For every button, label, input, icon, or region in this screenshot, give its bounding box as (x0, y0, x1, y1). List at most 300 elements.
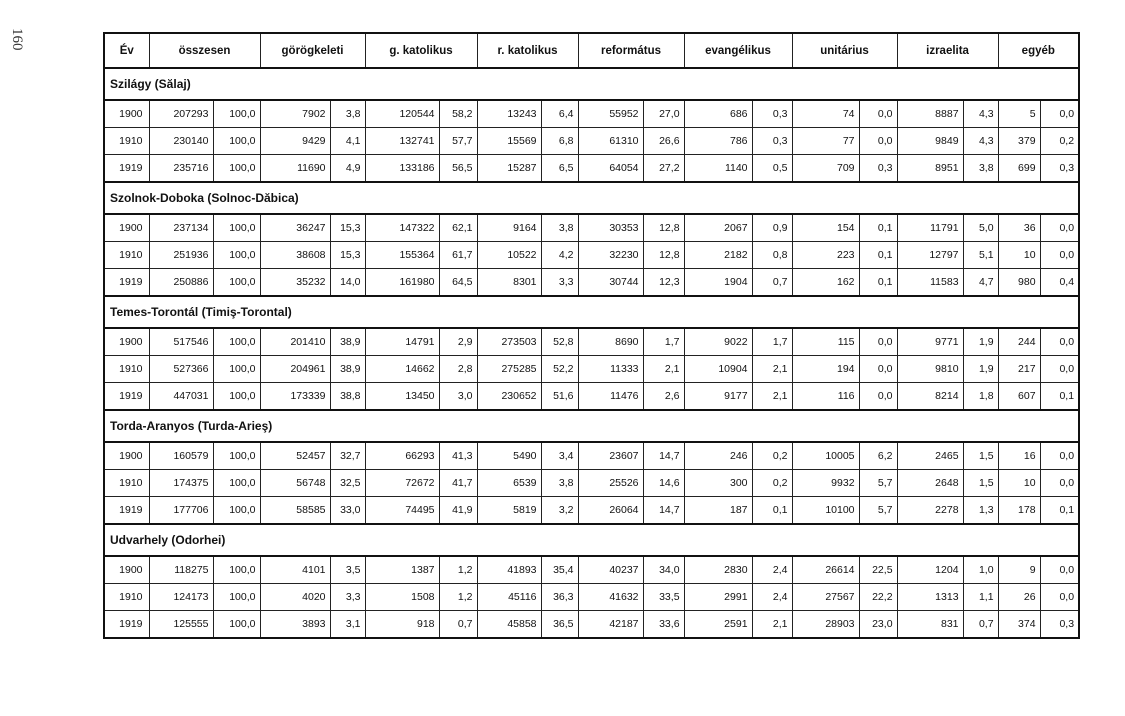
count-cell: 9177 (684, 383, 752, 411)
percent-cell: 0,3 (752, 100, 792, 128)
count-cell: 300 (684, 470, 752, 497)
count-cell: 12797 (897, 242, 963, 269)
percent-cell: 0,0 (859, 356, 897, 383)
region-name: Temes-Torontál (Timiş-Torontal) (104, 296, 1079, 328)
count-cell: 115 (792, 328, 859, 356)
year-cell: 1919 (104, 155, 149, 183)
count-cell: 14791 (365, 328, 439, 356)
percent-cell: 3,0 (439, 383, 477, 411)
table-header (104, 33, 1079, 68)
percent-cell: 22,2 (859, 584, 897, 611)
count-cell: 2465 (897, 442, 963, 470)
table-row (104, 100, 1079, 128)
count-cell: 147322 (365, 214, 439, 242)
count-cell: 207293 (149, 100, 213, 128)
percent-cell: 0,0 (1040, 214, 1079, 242)
count-cell: 72672 (365, 470, 439, 497)
percent-cell: 3,3 (541, 269, 578, 297)
table-row (104, 470, 1079, 497)
percent-cell: 0,1 (859, 269, 897, 297)
header-jewish: izraelita (897, 33, 998, 68)
count-cell: 251936 (149, 242, 213, 269)
table-row (104, 497, 1079, 525)
count-cell: 25526 (578, 470, 643, 497)
percent-cell: 27,2 (643, 155, 684, 183)
table-body (104, 68, 1079, 638)
percent-cell: 3,1 (330, 611, 365, 639)
percent-cell: 14,7 (643, 442, 684, 470)
percent-cell: 1,2 (439, 556, 477, 584)
percent-cell: 100,0 (213, 497, 260, 525)
table-row (104, 328, 1079, 356)
percent-cell: 1,3 (963, 497, 998, 525)
percent-cell: 4,3 (963, 100, 998, 128)
count-cell: 77 (792, 128, 859, 155)
count-cell: 155364 (365, 242, 439, 269)
count-cell: 26 (998, 584, 1040, 611)
percent-cell: 3,8 (963, 155, 998, 183)
percent-cell: 1,9 (963, 328, 998, 356)
percent-cell: 38,8 (330, 383, 365, 411)
count-cell: 41893 (477, 556, 541, 584)
count-cell: 23607 (578, 442, 643, 470)
count-cell: 709 (792, 155, 859, 183)
count-cell: 11583 (897, 269, 963, 297)
header-other: egyéb (998, 33, 1079, 68)
count-cell: 2182 (684, 242, 752, 269)
count-cell: 61310 (578, 128, 643, 155)
percent-cell: 12,3 (643, 269, 684, 297)
header-unitarian: unitárius (792, 33, 897, 68)
count-cell: 1387 (365, 556, 439, 584)
year-cell: 1900 (104, 328, 149, 356)
percent-cell: 1,7 (752, 328, 792, 356)
year-cell: 1919 (104, 269, 149, 297)
percent-cell: 3,8 (541, 214, 578, 242)
year-cell: 1910 (104, 470, 149, 497)
count-cell: 379 (998, 128, 1040, 155)
count-cell: 178 (998, 497, 1040, 525)
percent-cell: 2,1 (752, 383, 792, 411)
count-cell: 1140 (684, 155, 752, 183)
count-cell: 517546 (149, 328, 213, 356)
count-cell: 10522 (477, 242, 541, 269)
percent-cell: 6,5 (541, 155, 578, 183)
percent-cell: 0,0 (1040, 100, 1079, 128)
percent-cell: 1,1 (963, 584, 998, 611)
count-cell: 160579 (149, 442, 213, 470)
percent-cell: 5,7 (859, 470, 897, 497)
percent-cell: 2,9 (439, 328, 477, 356)
percent-cell: 0,0 (1040, 584, 1079, 611)
count-cell: 223 (792, 242, 859, 269)
percent-cell: 1,2 (439, 584, 477, 611)
table-row (104, 242, 1079, 269)
count-cell: 45858 (477, 611, 541, 639)
table-row (104, 584, 1079, 611)
count-cell: 35232 (260, 269, 330, 297)
percent-cell: 5,7 (859, 497, 897, 525)
count-cell: 55952 (578, 100, 643, 128)
year-cell: 1910 (104, 128, 149, 155)
count-cell: 9 (998, 556, 1040, 584)
percent-cell: 0,0 (859, 128, 897, 155)
percent-cell: 1,5 (963, 470, 998, 497)
percent-cell: 26,6 (643, 128, 684, 155)
count-cell: 374 (998, 611, 1040, 639)
count-cell: 2278 (897, 497, 963, 525)
count-cell: 42187 (578, 611, 643, 639)
percent-cell: 100,0 (213, 155, 260, 183)
header-total: összesen (149, 33, 260, 68)
year-cell: 1919 (104, 611, 149, 639)
percent-cell: 0,7 (963, 611, 998, 639)
count-cell: 230140 (149, 128, 213, 155)
percent-cell: 27,0 (643, 100, 684, 128)
count-cell: 527366 (149, 356, 213, 383)
count-cell: 38608 (260, 242, 330, 269)
count-cell: 41632 (578, 584, 643, 611)
percent-cell: 0,3 (1040, 611, 1079, 639)
percent-cell: 0,7 (752, 269, 792, 297)
count-cell: 36247 (260, 214, 330, 242)
count-cell: 28903 (792, 611, 859, 639)
percent-cell: 0,0 (859, 383, 897, 411)
count-cell: 250886 (149, 269, 213, 297)
percent-cell: 0,2 (1040, 128, 1079, 155)
percent-cell: 0,0 (1040, 470, 1079, 497)
count-cell: 162 (792, 269, 859, 297)
percent-cell: 6,4 (541, 100, 578, 128)
percent-cell: 2,4 (752, 584, 792, 611)
page-number: 160 (9, 28, 25, 51)
count-cell: 14662 (365, 356, 439, 383)
percent-cell: 4,7 (963, 269, 998, 297)
percent-cell: 100,0 (213, 128, 260, 155)
percent-cell: 1,0 (963, 556, 998, 584)
table-row (104, 611, 1079, 639)
percent-cell: 58,2 (439, 100, 477, 128)
percent-cell: 5,1 (963, 242, 998, 269)
percent-cell: 3,8 (330, 100, 365, 128)
percent-cell: 0,0 (1040, 328, 1079, 356)
count-cell: 699 (998, 155, 1040, 183)
table-row (104, 128, 1079, 155)
percent-cell: 0,1 (859, 214, 897, 242)
percent-cell: 33,5 (643, 584, 684, 611)
percent-cell: 0,3 (752, 128, 792, 155)
count-cell: 246 (684, 442, 752, 470)
percent-cell: 36,3 (541, 584, 578, 611)
percent-cell: 41,9 (439, 497, 477, 525)
count-cell: 686 (684, 100, 752, 128)
percent-cell: 3,8 (541, 470, 578, 497)
percent-cell: 100,0 (213, 100, 260, 128)
count-cell: 2830 (684, 556, 752, 584)
count-cell: 40237 (578, 556, 643, 584)
count-cell: 116 (792, 383, 859, 411)
percent-cell: 100,0 (213, 611, 260, 639)
count-cell: 120544 (365, 100, 439, 128)
count-cell: 8214 (897, 383, 963, 411)
percent-cell: 2,4 (752, 556, 792, 584)
percent-cell: 3,3 (330, 584, 365, 611)
percent-cell: 4,3 (963, 128, 998, 155)
count-cell: 235716 (149, 155, 213, 183)
percent-cell: 2,8 (439, 356, 477, 383)
count-cell: 217 (998, 356, 1040, 383)
percent-cell: 15,3 (330, 214, 365, 242)
percent-cell: 12,8 (643, 242, 684, 269)
percent-cell: 6,8 (541, 128, 578, 155)
percent-cell: 61,7 (439, 242, 477, 269)
count-cell: 230652 (477, 383, 541, 411)
table-row (104, 155, 1079, 183)
count-cell: 133186 (365, 155, 439, 183)
percent-cell: 62,1 (439, 214, 477, 242)
count-cell: 8951 (897, 155, 963, 183)
percent-cell: 41,3 (439, 442, 477, 470)
percent-cell: 32,7 (330, 442, 365, 470)
count-cell: 10904 (684, 356, 752, 383)
percent-cell: 0,4 (1040, 269, 1079, 297)
count-cell: 11690 (260, 155, 330, 183)
count-cell: 36 (998, 214, 1040, 242)
count-cell: 187 (684, 497, 752, 525)
percent-cell: 3,2 (541, 497, 578, 525)
count-cell: 26614 (792, 556, 859, 584)
percent-cell: 2,1 (752, 356, 792, 383)
year-cell: 1900 (104, 100, 149, 128)
table-row (104, 269, 1079, 297)
count-cell: 9849 (897, 128, 963, 155)
count-cell: 2648 (897, 470, 963, 497)
count-cell: 10 (998, 242, 1040, 269)
count-cell: 273503 (477, 328, 541, 356)
percent-cell: 38,9 (330, 356, 365, 383)
count-cell: 1508 (365, 584, 439, 611)
count-cell: 132741 (365, 128, 439, 155)
percent-cell: 100,0 (213, 328, 260, 356)
percent-cell: 0,0 (1040, 356, 1079, 383)
count-cell: 2991 (684, 584, 752, 611)
year-cell: 1910 (104, 356, 149, 383)
percent-cell: 6,2 (859, 442, 897, 470)
count-cell: 6539 (477, 470, 541, 497)
count-cell: 32230 (578, 242, 643, 269)
count-cell: 11476 (578, 383, 643, 411)
percent-cell: 0,1 (1040, 383, 1079, 411)
count-cell: 52457 (260, 442, 330, 470)
count-cell: 74 (792, 100, 859, 128)
percent-cell: 0,2 (752, 442, 792, 470)
count-cell: 11333 (578, 356, 643, 383)
count-cell: 66293 (365, 442, 439, 470)
count-cell: 5 (998, 100, 1040, 128)
count-cell: 2591 (684, 611, 752, 639)
percent-cell: 0,8 (752, 242, 792, 269)
percent-cell: 64,5 (439, 269, 477, 297)
header-reformed: református (578, 33, 684, 68)
count-cell: 4101 (260, 556, 330, 584)
count-cell: 13450 (365, 383, 439, 411)
percent-cell: 100,0 (213, 214, 260, 242)
region-name: Szolnok-Doboka (Solnoc-Dăbica) (104, 182, 1079, 214)
percent-cell: 15,3 (330, 242, 365, 269)
percent-cell: 0,7 (439, 611, 477, 639)
count-cell: 9164 (477, 214, 541, 242)
count-cell: 161980 (365, 269, 439, 297)
count-cell: 447031 (149, 383, 213, 411)
count-cell: 124173 (149, 584, 213, 611)
table-row (104, 383, 1079, 411)
count-cell: 5819 (477, 497, 541, 525)
percent-cell: 2,6 (643, 383, 684, 411)
count-cell: 244 (998, 328, 1040, 356)
percent-cell: 100,0 (213, 242, 260, 269)
percent-cell: 23,0 (859, 611, 897, 639)
percent-cell: 35,4 (541, 556, 578, 584)
percent-cell: 100,0 (213, 356, 260, 383)
percent-cell: 51,6 (541, 383, 578, 411)
year-cell: 1900 (104, 214, 149, 242)
region-header-row (104, 524, 1079, 556)
count-cell: 8887 (897, 100, 963, 128)
percent-cell: 52,8 (541, 328, 578, 356)
count-cell: 4020 (260, 584, 330, 611)
percent-cell: 0,0 (1040, 442, 1079, 470)
count-cell: 237134 (149, 214, 213, 242)
percent-cell: 100,0 (213, 383, 260, 411)
year-cell: 1900 (104, 556, 149, 584)
count-cell: 118275 (149, 556, 213, 584)
table-row (104, 442, 1079, 470)
percent-cell: 100,0 (213, 470, 260, 497)
percent-cell: 100,0 (213, 269, 260, 297)
percent-cell: 2,1 (643, 356, 684, 383)
percent-cell: 1,8 (963, 383, 998, 411)
count-cell: 11791 (897, 214, 963, 242)
percent-cell: 52,2 (541, 356, 578, 383)
percent-cell: 1,5 (963, 442, 998, 470)
count-cell: 27567 (792, 584, 859, 611)
percent-cell: 1,9 (963, 356, 998, 383)
count-cell: 56748 (260, 470, 330, 497)
count-cell: 607 (998, 383, 1040, 411)
count-cell: 786 (684, 128, 752, 155)
percent-cell: 3,4 (541, 442, 578, 470)
percent-cell: 56,5 (439, 155, 477, 183)
percent-cell: 33,6 (643, 611, 684, 639)
count-cell: 831 (897, 611, 963, 639)
percent-cell: 14,0 (330, 269, 365, 297)
count-cell: 64054 (578, 155, 643, 183)
percent-cell: 3,5 (330, 556, 365, 584)
region-header-row (104, 68, 1079, 100)
percent-cell: 100,0 (213, 556, 260, 584)
count-cell: 8690 (578, 328, 643, 356)
percent-cell: 0,3 (1040, 155, 1079, 183)
count-cell: 125555 (149, 611, 213, 639)
percent-cell: 4,9 (330, 155, 365, 183)
percent-cell: 38,9 (330, 328, 365, 356)
percent-cell: 0,1 (1040, 497, 1079, 525)
count-cell: 173339 (260, 383, 330, 411)
region-header-row (104, 182, 1079, 214)
percent-cell: 12,8 (643, 214, 684, 242)
count-cell: 194 (792, 356, 859, 383)
count-cell: 980 (998, 269, 1040, 297)
percent-cell: 0,3 (859, 155, 897, 183)
percent-cell: 5,0 (963, 214, 998, 242)
percent-cell: 1,7 (643, 328, 684, 356)
census-table (103, 32, 1080, 639)
count-cell: 58585 (260, 497, 330, 525)
region-name: Torda-Aranyos (Turda-Arieş) (104, 410, 1079, 442)
count-cell: 8301 (477, 269, 541, 297)
region-name: Udvarhely (Odorhei) (104, 524, 1079, 556)
count-cell: 154 (792, 214, 859, 242)
count-cell: 9771 (897, 328, 963, 356)
count-cell: 204961 (260, 356, 330, 383)
header-lutheran: evangélikus (684, 33, 792, 68)
year-cell: 1900 (104, 442, 149, 470)
table-row (104, 356, 1079, 383)
count-cell: 9932 (792, 470, 859, 497)
header-orthodox: görögkeleti (260, 33, 365, 68)
percent-cell: 2,1 (752, 611, 792, 639)
count-cell: 16 (998, 442, 1040, 470)
count-cell: 1904 (684, 269, 752, 297)
count-cell: 30744 (578, 269, 643, 297)
table-row (104, 556, 1079, 584)
percent-cell: 0,5 (752, 155, 792, 183)
count-cell: 45116 (477, 584, 541, 611)
count-cell: 2067 (684, 214, 752, 242)
count-cell: 5490 (477, 442, 541, 470)
percent-cell: 0,9 (752, 214, 792, 242)
percent-cell: 22,5 (859, 556, 897, 584)
count-cell: 174375 (149, 470, 213, 497)
count-cell: 15569 (477, 128, 541, 155)
percent-cell: 0,0 (1040, 556, 1079, 584)
region-header-row (104, 296, 1079, 328)
percent-cell: 4,1 (330, 128, 365, 155)
percent-cell: 57,7 (439, 128, 477, 155)
percent-cell: 34,0 (643, 556, 684, 584)
count-cell: 26064 (578, 497, 643, 525)
percent-cell: 14,6 (643, 470, 684, 497)
percent-cell: 100,0 (213, 442, 260, 470)
percent-cell: 0,2 (752, 470, 792, 497)
table-row (104, 214, 1079, 242)
count-cell: 918 (365, 611, 439, 639)
percent-cell: 100,0 (213, 584, 260, 611)
count-cell: 9022 (684, 328, 752, 356)
count-cell: 9810 (897, 356, 963, 383)
percent-cell: 32,5 (330, 470, 365, 497)
percent-cell: 41,7 (439, 470, 477, 497)
header-roman-catholic: r. katolikus (477, 33, 578, 68)
percent-cell: 0,1 (859, 242, 897, 269)
count-cell: 15287 (477, 155, 541, 183)
percent-cell: 0,1 (752, 497, 792, 525)
year-cell: 1919 (104, 383, 149, 411)
year-cell: 1910 (104, 242, 149, 269)
count-cell: 10005 (792, 442, 859, 470)
count-cell: 74495 (365, 497, 439, 525)
header-greek-catholic: g. katolikus (365, 33, 477, 68)
